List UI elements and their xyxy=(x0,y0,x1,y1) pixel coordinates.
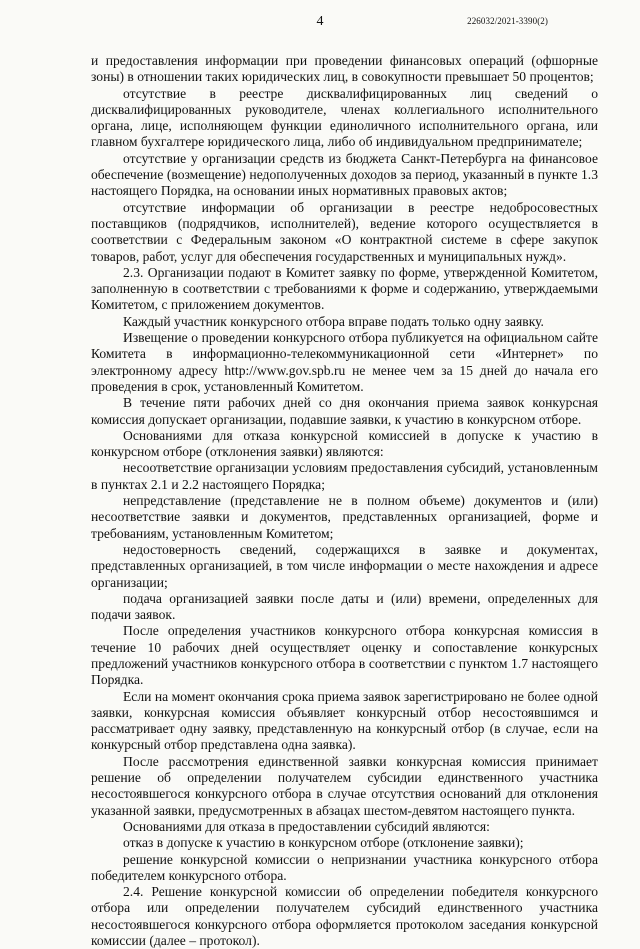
paragraph: несоответствие организации условиям предоставления субсидий, установленным в пунктах 2.1 и 2.2 настоящего Порядка; xyxy=(91,460,598,492)
paragraph: отказ в допуске к участию в конкурсном отборе (отклонение заявки); xyxy=(123,835,524,851)
paragraph: недостоверность сведений, содержащихся в заявке и документах, представленных организацией, в том числе информации о месте нахождения и адресе организации; xyxy=(91,541,598,590)
paragraph: Если на момент окончания срока приема заявок зарегистрировано не более одной заявки, конкурсная комиссия объявляет конкурсный отбор несостоявшимся и рассматривает одну заявку, представленную на конкурсный отбор (в случае, если на конкурсный отбор представлена одна заявка). xyxy=(91,688,598,753)
paragraph: Каждый участник конкурсного отбора вправе подать только одну заявку. xyxy=(123,313,544,329)
document-code: 226032/2021-3390(2) xyxy=(467,16,548,26)
paragraph: решение конкурсной комиссии о непризнании участника конкурсного отбора победителем конкурсного отбора. xyxy=(91,851,598,883)
paragraph: После определения участников конкурсного отбора конкурсная комиссия в течение 10 рабочих дней осуществляет оценку и сопоставление конкурсных предложений участников конкурсного отбора в соответствии с пунктом 1.7 настоящего Порядка. xyxy=(91,623,598,688)
paragraph: Извещение о проведении конкурсного отбора публикуется на официальном сайте Комитета в информационно-телекоммуникационной сети «Интернет» по электронному адресу http://www.gov.spb.ru не менее чем за 15 дней до начала его проведения в срок, установленный Комитетом. xyxy=(91,330,598,394)
paragraph: Основаниями для отказа конкурсной комиссией в допуске к участию в конкурсном отборе (отклонения заявки) являются: xyxy=(91,427,598,460)
paragraph: непредставление (представление не в полном объеме) документов и (или) несоответствие заявки и документов, представленных организацией, форме и требованиям, установленным Комитетом; xyxy=(91,493,598,541)
paragraph: После рассмотрения единственной заявки конкурсная комиссия принимает решение об определении получателем субсидии единственного участника несостоявшегося конкурсного отбора в случае отсутствия оснований для отклонения указанной заявки, предусмотренных в абзацах шестом-девятом настоящего пункта. xyxy=(91,753,598,818)
paragraph: В течение пяти рабочих дней со дня окончания приема заявок конкурсная комиссия допускает организации, подавшие заявки, к участию в конкурсном отборе. xyxy=(91,395,598,427)
paragraph: 2.3. Организации подают в Комитет заявку по форме, утвержденной Комитетом, заполненную в соответствии с требованиями к форме и содержанию, утверждаемыми Комитетом, с приложением документов. xyxy=(91,264,598,313)
paragraph: отсутствие у организации средств из бюджета Санкт-Петербурга на финансовое обеспечение (возмещение) недополученных доходов за период, указанный в пункте 1.3 настоящего Порядка, на основании иных нормативных правовых актов; xyxy=(91,150,598,199)
paragraph: отсутствие информации об организации в реестре недобросовестных поставщиков (подрядчиков, исполнителей), ведение которого осуществляется в соответствии с Федеральным законом «О контрактной системе в сфере закупок товаров, работ, услуг для обеспечения государственных и муниципальных нужд». xyxy=(91,199,598,264)
paragraph: и предоставления информации при проведении финансовых операций (офшорные зоны) в отношении таких юридических лиц, в совокупности превышает 50 процентов; xyxy=(91,53,598,85)
paragraph: подача организацией заявки после даты и (или) времени, определенных для подачи заявок. xyxy=(91,590,598,623)
paragraph: отсутствие в реестре дисквалифицированных лиц сведений о дисквалифицированных руководителе, членах коллегиального исполнительного органа, лице, исполняющем функции единоличного исполнительного органа, или главном бухгалтере юридического лица, либо об индивидуальном предпринимателе; xyxy=(91,85,598,150)
paragraph: Основаниями для отказа в предоставлении субсидий являются: xyxy=(123,818,490,834)
page-number: 4 xyxy=(316,14,324,29)
document-body xyxy=(91,53,598,949)
paragraph: 2.4. Решение конкурсной комиссии об определении победителя конкурсного отбора или определении получателем субсидий единственного участника несостоявшегося конкурсного отбора оформляется протоколом заседания конкурсной комиссии (далее – протокол). xyxy=(91,884,598,949)
